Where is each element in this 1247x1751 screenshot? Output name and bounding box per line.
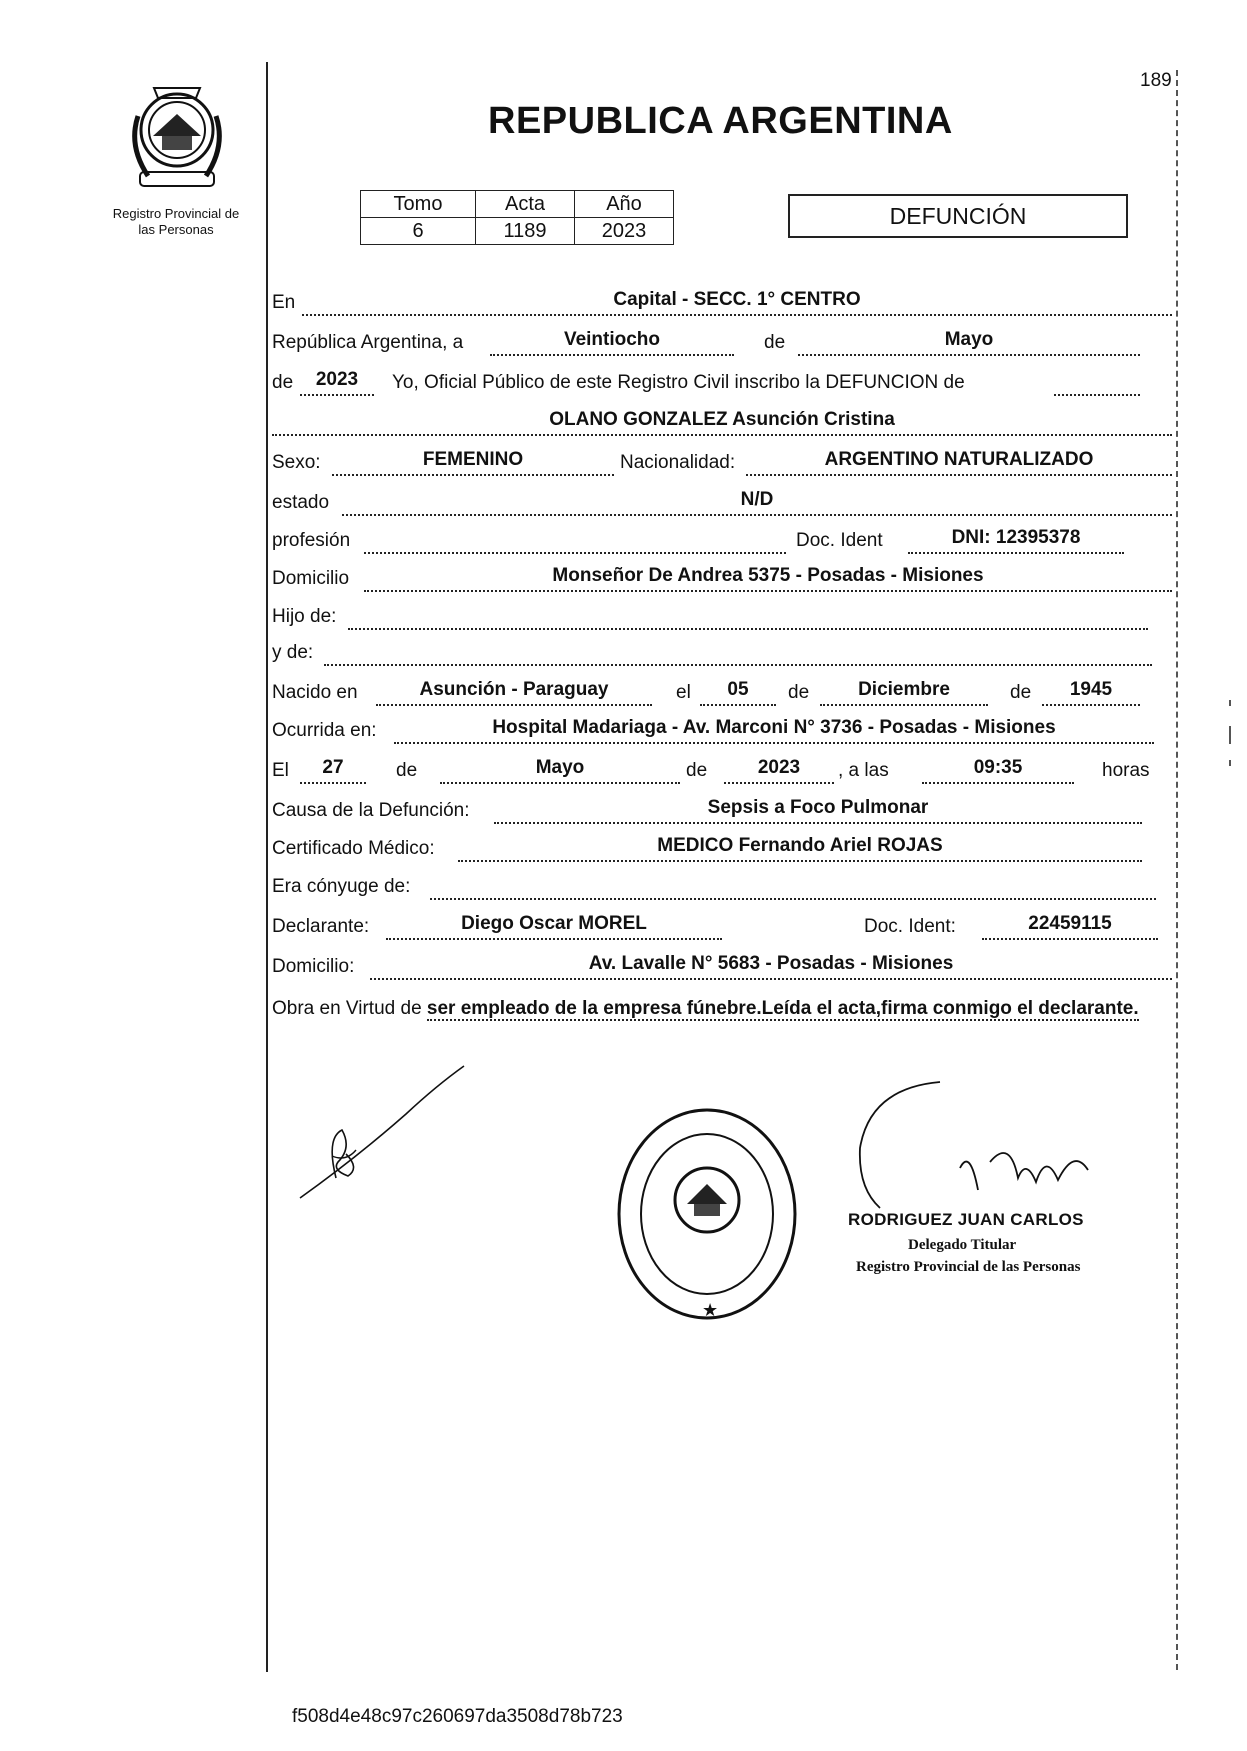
- official-name: RODRIGUEZ JUAN CARLOS: [848, 1210, 1084, 1229]
- def-anio-value: 2023: [757, 757, 801, 778]
- de-label: de: [764, 332, 786, 353]
- causa-label: Causa de la Defunción:: [272, 800, 470, 821]
- def-dia-value: 27: [322, 757, 344, 778]
- republica-label: República Argentina, a: [272, 332, 464, 353]
- hijo-field: [348, 602, 1148, 630]
- row-profesion: [272, 524, 1172, 554]
- row-estado: [272, 486, 1172, 516]
- el-label: el: [676, 682, 691, 703]
- row-inscribo: [272, 366, 1172, 396]
- registry-header-tomo: Tomo: [361, 191, 476, 218]
- estado-label: estado: [272, 492, 330, 513]
- decl-doc-label: Doc. Ident:: [864, 916, 956, 937]
- en-label: En: [272, 292, 296, 313]
- official-organization: Registro Provincial de las Personas: [856, 1259, 1081, 1275]
- nacionalidad-label: Nacionalidad:: [620, 452, 736, 473]
- ocurrida-label: Ocurrida en:: [272, 720, 377, 741]
- alas-label: , a las: [838, 760, 889, 781]
- day-value: Veintiocho: [563, 329, 661, 350]
- page-number: 189: [1140, 70, 1172, 91]
- estado-field: [342, 488, 1172, 516]
- row-hijo: [272, 600, 1172, 630]
- decl-domicilio-label: Domicilio:: [272, 956, 355, 977]
- nacido-mes-field: [820, 678, 988, 706]
- declarante-label: Declarante:: [272, 916, 370, 937]
- nacido-lugar-field: [376, 678, 652, 706]
- de-year-label: de: [272, 372, 294, 393]
- yde-field: [324, 638, 1152, 666]
- certificado-value: MEDICO Fernando Ariel ROJAS: [657, 835, 943, 856]
- nacionalidad-value: ARGENTINO NATURALIZADO: [824, 449, 1094, 470]
- row-nacido: [272, 676, 1172, 706]
- def-dia-field: [300, 756, 366, 784]
- document-type-box: DEFUNCIÓN: [788, 194, 1128, 238]
- certificado-field: [458, 834, 1142, 862]
- registry-value-anio: 2023: [575, 218, 674, 245]
- declarante-value: Diego Oscar MOREL: [461, 913, 647, 934]
- province-coat-of-arms: [118, 76, 236, 194]
- profesion-label: profesión: [272, 530, 351, 551]
- row-causa: [272, 794, 1172, 824]
- domicilio-label: Domicilio: [272, 568, 350, 589]
- official-signature: [850, 1078, 1110, 1228]
- conyuge-label: Era cónyuge de:: [272, 876, 411, 897]
- nacido-anio-value: 1945: [1069, 679, 1113, 700]
- logo-caption: [96, 206, 256, 238]
- ocurrida-value: Hospital Madariaga - Av. Marconi N° 3736 - Posadas - Misiones: [492, 717, 1056, 738]
- nacido-dia-value: 05: [727, 679, 749, 700]
- horas-label: horas: [1102, 760, 1150, 781]
- month-value: Mayo: [944, 329, 994, 350]
- decl-domicilio-value: Av. Lavalle N° 5683 - Posadas - Misiones: [588, 953, 954, 974]
- doc-ident-label: Doc. Ident: [796, 530, 883, 551]
- obra-value: ser empleado de la empresa fúnebre.Leída el acta,firma conmigo el declarante.: [426, 998, 1139, 1019]
- logo-caption-line-1: Registro Provincial de: [112, 206, 240, 221]
- obra-label: Obra en Virtud de: [272, 998, 422, 1019]
- month-field: [798, 328, 1140, 356]
- profesion-field: [364, 526, 786, 554]
- de-def-mes-label: de: [396, 760, 418, 781]
- causa-value: Sepsis a Foco Pulmonar: [707, 797, 929, 818]
- registry-value-tomo: 6: [361, 218, 476, 245]
- day-field: [490, 328, 734, 356]
- page-title: REPUBLICA ARGENTINA: [488, 100, 953, 142]
- conyuge-field: [430, 872, 1156, 900]
- nacido-lugar-value: Asunción - Paraguay: [419, 679, 609, 700]
- de-nacido-anio-label: de: [1010, 682, 1032, 703]
- ocurrida-field: [394, 716, 1154, 744]
- def-hora-field: [922, 756, 1074, 784]
- sexo-field: [332, 448, 614, 476]
- year-value: 2023: [315, 369, 359, 390]
- domicilio-value: Monseñor De Andrea 5375 - Posadas - Misiones: [552, 565, 984, 586]
- deceased-name-value: OLANO GONZALEZ Asunción Cristina: [549, 409, 895, 430]
- nacido-anio-field: [1042, 678, 1140, 706]
- row-certificado: [272, 832, 1172, 862]
- decl-domicilio-field: [370, 952, 1172, 980]
- el2-label: El: [272, 760, 289, 781]
- svg-text:★: ★: [702, 1300, 719, 1321]
- registry-header-acta: Acta: [476, 191, 575, 218]
- nacido-dia-field: [700, 678, 776, 706]
- en-field: [302, 288, 1172, 316]
- estado-value: N/D: [740, 489, 774, 510]
- nacido-label: Nacido en: [272, 682, 358, 703]
- def-anio-field: [724, 756, 834, 784]
- de-def-anio-label: de: [686, 760, 708, 781]
- yde-label: y de:: [272, 642, 314, 663]
- row-conyuge: [272, 870, 1172, 900]
- decl-doc-field: [982, 912, 1158, 940]
- obra-paragraph: [272, 994, 1172, 1024]
- scan-edge-marks: [1228, 700, 1232, 770]
- logo-caption-line-2: las Personas: [138, 222, 214, 237]
- def-hora-value: 09:35: [973, 757, 1023, 778]
- certificado-label: Certificado Médico:: [272, 838, 435, 859]
- year-field: [300, 368, 374, 396]
- row-sexo: [272, 446, 1172, 476]
- row-declarante: [272, 910, 1172, 940]
- registry-table: [360, 190, 674, 245]
- row-yde: [272, 636, 1172, 666]
- registry-header-anio: Año: [575, 191, 674, 218]
- doc-ident-value: DNI: 12395378: [951, 527, 1081, 548]
- left-margin-rule: [266, 62, 268, 1672]
- row-fecha-defuncion: [272, 754, 1172, 784]
- document-hash: f508d4e48c97c260697da3508d78b723: [292, 1706, 623, 1727]
- de-nacido-mes-label: de: [788, 682, 810, 703]
- row-en: [272, 286, 1172, 316]
- registry-value-acta: 1189: [476, 218, 575, 245]
- row-decl-domicilio: [272, 950, 1172, 980]
- doc-ident-field: [908, 526, 1124, 554]
- nacionalidad-field: [746, 448, 1172, 476]
- decl-doc-value: 22459115: [1028, 913, 1112, 934]
- official-seal: [614, 1104, 800, 1324]
- en-value: Capital - SECC. 1° CENTRO: [613, 289, 861, 310]
- declarant-signature: [296, 1058, 476, 1208]
- inscribo-text: Yo, Oficial Público de este Registro Civil inscribo la DEFUNCION de: [392, 372, 965, 393]
- sexo-label: Sexo:: [272, 452, 321, 473]
- domicilio-field: [364, 564, 1172, 592]
- nacido-mes-value: Diciembre: [858, 679, 950, 700]
- right-margin-rule: [1176, 70, 1178, 1670]
- def-mes-field: [440, 756, 680, 784]
- row-domicilio: [272, 562, 1172, 592]
- hijo-label: Hijo de:: [272, 606, 337, 627]
- row-fecha-inscripcion: [272, 326, 1172, 356]
- official-title: Delegado Titular: [908, 1237, 1017, 1253]
- row-deceased-name: [272, 406, 1172, 436]
- deceased-name-field: [272, 408, 1172, 436]
- sexo-value: FEMENINO: [422, 449, 524, 470]
- row-ocurrida: [272, 714, 1172, 744]
- causa-field: [494, 796, 1142, 824]
- inscribo-blank: [1054, 368, 1140, 396]
- def-mes-value: Mayo: [535, 757, 585, 778]
- declarante-field: [386, 912, 722, 940]
